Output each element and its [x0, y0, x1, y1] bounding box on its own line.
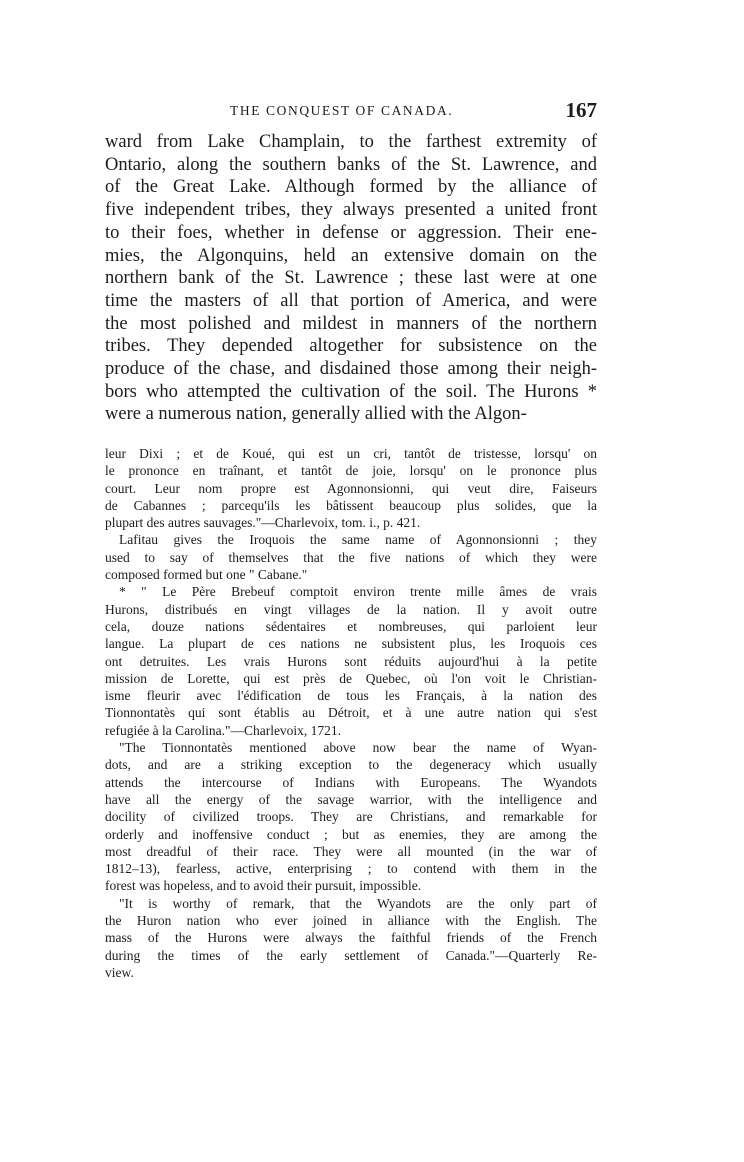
footnote-line: de Cabannes ; parcequ'ils les bâtissent beaucoup plus solides, que la: [105, 497, 597, 513]
page-header: [105, 98, 597, 124]
footnote-line: * " Le Père Brebeuf comptoit environ trente mille âmes de vrais: [119, 584, 597, 600]
footnote-line: mass of the Hurons were always the faithful friends of the French: [105, 930, 597, 946]
footnote-paragraph: [105, 445, 597, 531]
body-line: Ontario, along the southern banks of the St. Lawrence, and: [105, 154, 597, 175]
body-line: bors who attempted the cultivation of the soil. The Hurons *: [105, 381, 597, 402]
footnotes: [105, 445, 597, 981]
footnote-line: composed formed but one " Cabane.": [105, 567, 308, 583]
footnote-paragraph: [105, 739, 597, 895]
footnote-line: Lafitau gives the Iroquois the same name of Agonnonsionni ; they: [119, 532, 597, 548]
footnote-line: "It is worthy of remark, that the Wyandots are the only part of: [119, 895, 597, 911]
body-line: time the masters of all that portion of America, and were: [105, 290, 597, 311]
footnote-line: mission de Lorette, qui est près de Quebec, où l'on voit le Christian-: [105, 670, 597, 686]
footnote-line: plupart des autres sauvages."—Charlevoix, tom. i., p. 421.: [105, 515, 421, 531]
footnote-line: dots, and are a striking exception to the degeneracy which usually: [105, 757, 597, 773]
body-line: to their foes, whether in defense or aggression. Their ene-: [105, 222, 597, 243]
body-line: were a numerous nation, generally allied with the Algon-: [105, 404, 527, 425]
body-line: of the Great Lake. Although formed by the alliance of: [105, 177, 597, 198]
main-text: [105, 131, 597, 426]
footnote-line: Tionnontatès qui sont établis au Détroit, et à une autre nation qui s'est: [105, 705, 597, 721]
footnote-line: court. Leur nom propre est Agonnonsionni, qui veut dire, Faiseurs: [105, 480, 597, 496]
body-line: produce of the chase, and disdained those among their neigh-: [105, 359, 597, 380]
footnote-line: have all the energy of the savage warrior, with the intelligence and: [105, 791, 597, 807]
page-number: 167: [565, 98, 597, 122]
footnote-line: leur Dixi ; et de Koué, qui est un cri, tantôt de tristesse, lorsqu' on: [105, 446, 597, 461]
footnote-paragraph: [105, 895, 597, 981]
footnote-line: Hurons, distribués en vingt villages de la nation. Il y avoit outre: [105, 601, 597, 617]
footnote-line: view.: [105, 964, 134, 980]
body-line: the most polished and mildest in manners of the northern: [105, 313, 597, 334]
footnote-line: used to say of themselves that the five nations of which they were: [105, 549, 597, 565]
body-line: mies, the Algonquins, held an extensive domain on the: [105, 245, 597, 266]
footnote-line: le prononce en traînant, et tantôt de joie, lorsqu' on le prononce plus: [105, 463, 597, 479]
running-title: THE CONQUEST OF CANADA.: [230, 103, 454, 118]
footnote-paragraph: [105, 583, 597, 739]
footnote-line: cela, douze nations sédentaires et nombreuses, qui parloient leur: [105, 618, 597, 634]
footnote-line: refugiée à la Carolina."—Charlevoix, 1721.: [105, 722, 342, 738]
footnote-paragraph: [105, 531, 597, 583]
footnote-line: ont detruites. Les vrais Hurons sont réduits aujourd'hui à la petite: [105, 653, 597, 669]
footnote-line: orderly and inoffensive conduct ; but as enemies, they are among the: [105, 826, 597, 842]
body-line: five independent tribes, they always presented a united front: [105, 200, 597, 221]
footnote-line: attends the intercourse of Indians with Europeans. The Wyandots: [105, 774, 597, 790]
footnote-line: "The Tionnontatès mentioned above now bear the name of Wyan-: [119, 740, 597, 756]
body-line: ward from Lake Champlain, to the farthest extremity of: [105, 132, 597, 152]
footnote-line: most dreadful of their race. They were all mounted (in the war of: [105, 843, 597, 859]
footnote-line: the Huron nation who ever joined in alliance with the English. The: [105, 913, 597, 929]
body-line: northern bank of the St. Lawrence ; these last were at one: [105, 268, 597, 289]
footnote-line: 1812–13), fearless, active, enterprising ; to contend with them in the: [105, 861, 597, 877]
footnote-line: docility of civilized troops. They are Christians, and remarkable for: [105, 809, 597, 825]
footnote-line: forest was hopeless, and to avoid their pursuit, impossible.: [105, 878, 422, 894]
footnote-line: isme fleurir avec l'édification de tous les Français, à la nation des: [105, 688, 597, 704]
footnote-line: during the times of the early settlement of Canada."—Quarterly Re-: [105, 947, 597, 963]
body-line: tribes. They depended altogether for subsistence on the: [105, 336, 597, 357]
footnote-line: langue. La plupart de ces nations ne subsistent plus, les Iroquois ces: [105, 636, 597, 652]
